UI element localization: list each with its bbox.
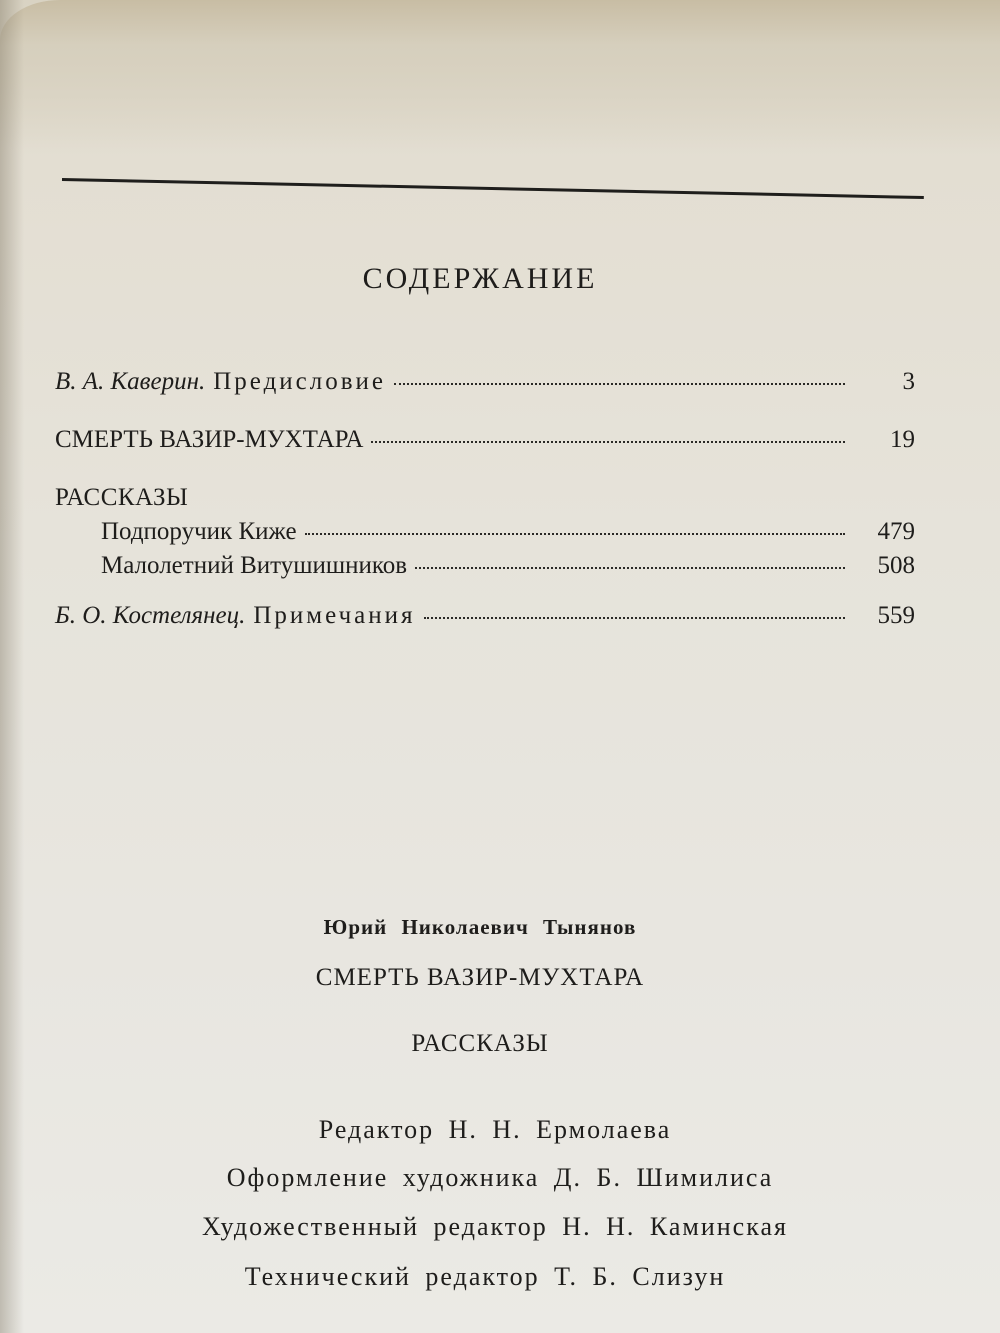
toc-entry-story-2 <box>101 552 915 588</box>
dot-leader <box>415 567 845 569</box>
imprint-credit-art-editor: Художественный редактор Н. Н. Каминская <box>202 1212 788 1241</box>
imprint-credit-design: Оформление художника Д. Б. Шимилиса <box>226 1163 774 1192</box>
imprint-credit-editor: Редактор Н. Н. Ермолаева <box>318 1115 672 1144</box>
toc-entry-title: Малолетний Витушишников <box>101 552 408 579</box>
toc-entry-title: Примечания <box>253 602 416 629</box>
imprint-credit-tech-editor: Технический редактор Т. Б. Слизун <box>244 1262 726 1291</box>
toc-entry-page: 479 <box>877 518 915 545</box>
toc-entry-preface <box>55 368 915 404</box>
dot-leader <box>394 383 845 385</box>
toc-entry-author: В. А. Каверин. <box>55 368 206 395</box>
toc-entry-title: Предисловие <box>213 368 387 395</box>
imprint-author-name: Юрий Николаевич Тынянов <box>323 915 637 939</box>
toc-entry-title: Подпоручик Киже <box>101 518 297 545</box>
dot-leader <box>371 441 845 443</box>
dot-leader <box>305 533 845 535</box>
imprint-title-line-2: РАССКАЗЫ <box>411 1030 549 1057</box>
toc-entry-notes <box>55 602 915 638</box>
toc-entry-novel <box>55 426 915 462</box>
toc-entry-page: 19 <box>890 426 915 453</box>
toc-entry-page: 3 <box>902 368 915 395</box>
toc-entry-story-1 <box>101 518 915 554</box>
toc-entry-page: 559 <box>877 602 915 629</box>
toc-entry-title: СМЕРТЬ ВАЗИР-МУХТАРА <box>55 426 364 453</box>
toc-entry-page: 508 <box>877 552 915 579</box>
page-top-edge <box>0 0 1000 150</box>
header-rule <box>62 178 924 199</box>
toc-entry-author: Б. О. Костелянец. <box>55 602 246 629</box>
contents-heading: СОДЕРЖАНИЕ <box>362 262 598 295</box>
imprint-title-line-1: СМЕРТЬ ВАЗИР-МУХТАРА <box>315 964 645 991</box>
toc-section-heading: РАССКАЗЫ <box>55 484 189 511</box>
dot-leader <box>424 617 845 619</box>
